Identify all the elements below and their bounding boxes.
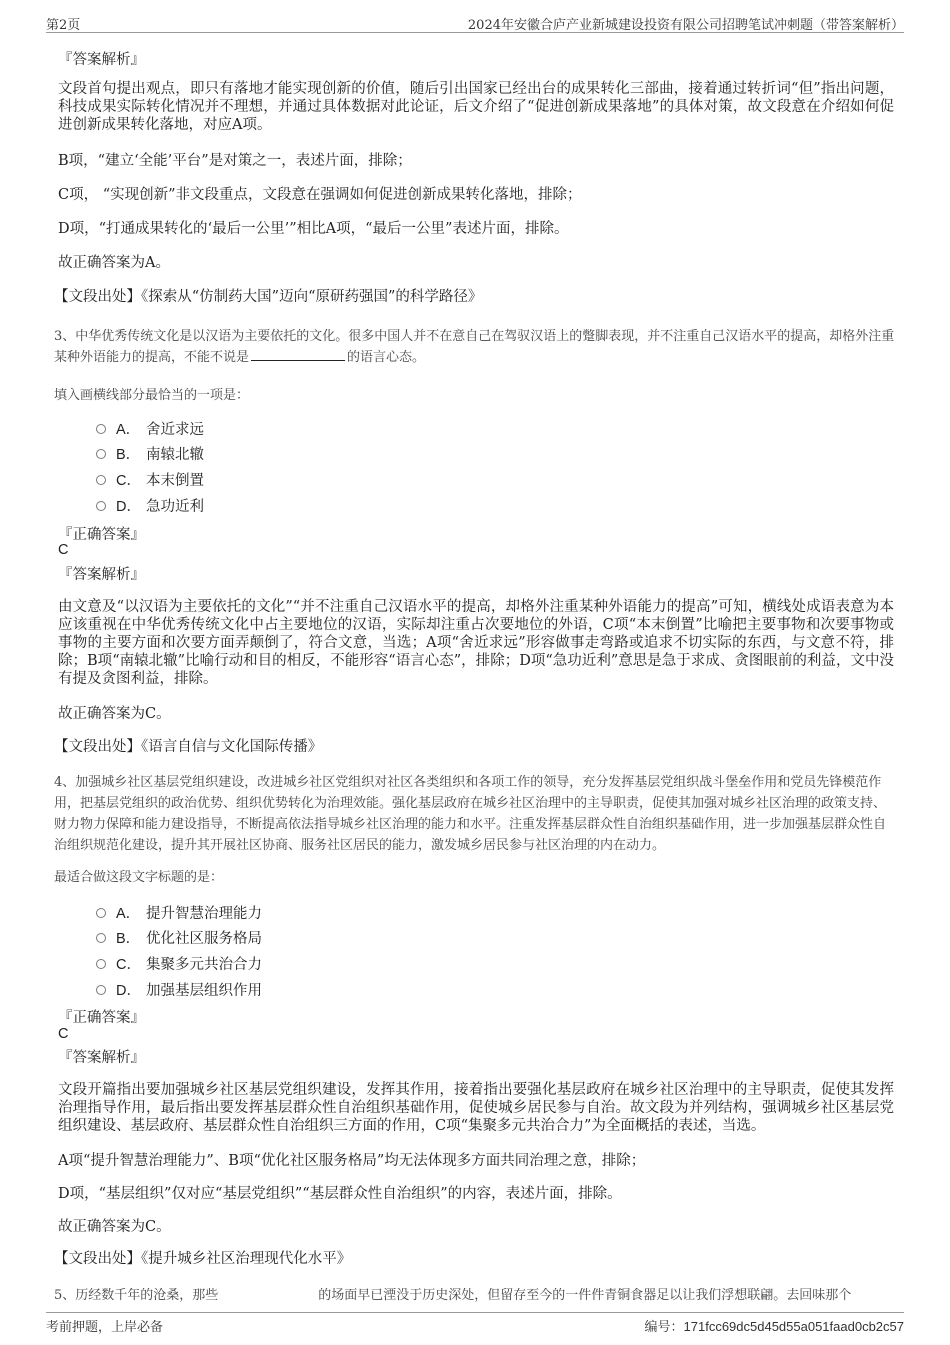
radio-button[interactable] xyxy=(96,933,106,943)
option-letter: C． xyxy=(116,957,141,973)
option-b[interactable] xyxy=(96,443,204,463)
correct-answer: C xyxy=(58,542,69,558)
option-d[interactable] xyxy=(96,495,204,515)
option-text: 优化社区服务格局 xyxy=(146,931,262,947)
analysis-paragraph: 文段开篇指出要加强城乡社区基层党组织建设，发挥其作用，接着指出要强化基层政府在城乡社区治理中的主导职责，促使其发挥治理指导作用，最后指出要发挥基层群众性自治组织基础作用，促使城乡居民参与自治。故文段为并列结构，强调城乡社区基层党组织建设、基层政府、基层群众性自治组织三方面的作用，C项“集聚多元共治合力”为全面概括的表述，当选。 xyxy=(58,1082,894,1134)
analysis-label: 『答案解析』 xyxy=(58,567,145,583)
option-b[interactable] xyxy=(96,927,262,947)
analysis-paragraph: D项，“基层组织”仅对应“基层党组织”“基层群众性自治组织”的内容，表述片面，排除。 xyxy=(58,1186,622,1202)
radio-button[interactable] xyxy=(96,985,106,995)
question-4-text: 4、加强城乡社区基层党组织建设，改进城乡社区党组织对社区各类组织和各项工作的领导，充分发挥基层党组织战斗堡垒作用和党员先锋模范作用，把基层党组织的政治优势、组织优势转化为治理效能。强化基层政府在城乡社区治理中的主导职责，促使其加强对城乡社区治理的政策支持、财力物力保障和能力建设指导，不断提高依法指导城乡社区治理的能力和水平。注重发挥基层群众性自治组织基础作用，进一步加强基层群众性自治组织规范化建设，提升其开展社区协商、服务社区居民的能力，激发城乡居民参与社区治理的内在动力。 xyxy=(54,775,887,853)
option-c[interactable] xyxy=(96,469,204,489)
page-number: 第2页 xyxy=(46,18,81,33)
option-text: 加强基层组织作用 xyxy=(146,983,262,999)
page-footer xyxy=(46,1312,904,1333)
question-prompt: 最适合做这段文字标题的是： xyxy=(54,870,224,885)
radio-button[interactable] xyxy=(96,449,106,459)
radio-button[interactable] xyxy=(96,908,106,918)
source-citation: 【文段出处】《探索从“仿制药大国”迈向“原研药强国”的科学路径》 xyxy=(54,289,483,305)
document-id: 编号：171fcc69dc5d45d55a051faad0cb2c57 xyxy=(644,1319,904,1334)
answer-blank xyxy=(251,348,345,361)
document-title: 2024年安徽合庐产业新城建设投资有限公司招聘笔试冲刺题（带答案解析） xyxy=(467,18,904,33)
radio-button[interactable] xyxy=(96,501,106,511)
option-text: 急功近利 xyxy=(146,499,204,515)
option-text: 集聚多元共治合力 xyxy=(146,957,262,973)
conclusion: 故正确答案为C。 xyxy=(58,706,171,722)
option-letter: D． xyxy=(116,499,141,515)
analysis-paragraph: C项， “实现创新”非文段重点，文段意在强调如何促进创新成果转化落地，排除； xyxy=(58,187,582,203)
correct-answer: C xyxy=(58,1026,69,1042)
conclusion: 故正确答案为C。 xyxy=(58,1219,171,1235)
option-text: 南辕北辙 xyxy=(146,447,204,463)
question-3-text xyxy=(54,326,896,368)
option-c[interactable] xyxy=(96,953,262,973)
analysis-paragraph: D项，“打通成果转化的‘最后一公里’”相比A项，“最后一公里”表述片面，排除。 xyxy=(58,221,569,237)
option-letter: B． xyxy=(116,447,141,463)
option-text: 舍近求远 xyxy=(146,422,204,438)
option-letter: C． xyxy=(116,473,141,489)
source-citation: 【文段出处】《提升城乡社区治理现代化水平》 xyxy=(54,1251,352,1267)
analysis-paragraph: B项，“建立‘全能’平台”是对策之一，表述片面，排除； xyxy=(58,153,412,169)
option-letter: D． xyxy=(116,983,141,999)
analysis-label: 『答案解析』 xyxy=(58,52,145,68)
question-text-part: 3、中华优秀传统文化是以汉语为主要依托的文化。很多中国人并不在意自己在驾驭汉语上的蹩脚表现，并不注重自己汉语水平的提高，却格外注重某种外语能力的提高，不能不说是 xyxy=(54,329,895,365)
source-citation: 【文段出处】《语言自信与文化国际传播》 xyxy=(54,739,323,755)
option-text: 提升智慧治理能力 xyxy=(146,906,262,922)
option-a[interactable] xyxy=(96,902,262,922)
conclusion: 故正确答案为A。 xyxy=(58,255,170,271)
question-prompt: 填入画横线部分最恰当的一项是： xyxy=(54,388,250,403)
radio-button[interactable] xyxy=(96,475,106,485)
analysis-paragraph: 文段首句提出观点，即只有落地才能实现创新的价值，随后引出国家已经出台的成果转化三部曲，接着通过转折词“但”指出问题，科技成果实际转化情况并不理想，并通过具体数据对此论证，后文介绍了“促进创新成果落地”的具体对策，故文段意在介绍如何促进创新成果转化落地，对应A项。 xyxy=(58,81,894,133)
option-letter: A． xyxy=(116,422,141,438)
option-letter: A． xyxy=(116,906,141,922)
analysis-paragraph: A项“提升智慧治理能力”、B项“优化社区服务格局”均无法体现多方面共同治理之意，排除； xyxy=(58,1153,646,1169)
footer-slogan: 考前押题，上岸必备 xyxy=(46,1320,164,1335)
correct-answer-label: 『正确答案』 xyxy=(58,527,145,543)
page-header xyxy=(46,10,904,33)
option-text: 本末倒置 xyxy=(146,473,204,489)
radio-button[interactable] xyxy=(96,424,106,434)
question-text-part: 5、历经数千年的沧桑，那些 xyxy=(54,1288,219,1303)
question-text-part: 的场面早已湮没于历史深处，但留存至今的一件件青铜食器足以让我们浮想联翩。去回味那个 xyxy=(318,1288,852,1303)
analysis-label: 『答案解析』 xyxy=(58,1050,145,1066)
correct-answer-label: 『正确答案』 xyxy=(58,1010,145,1026)
option-a[interactable] xyxy=(96,418,204,438)
option-d[interactable] xyxy=(96,979,262,999)
question-text-part: 的语言心态。 xyxy=(347,350,426,365)
option-letter: B． xyxy=(116,931,141,947)
question-5-text-partial xyxy=(54,1288,896,1304)
radio-button[interactable] xyxy=(96,959,106,969)
analysis-paragraph: 由文意及“以汉语为主要依托的文化”“并不注重自己汉语水平的提高，却格外注重某种外语能力的提高”可知，横线处成语表意为本应该重视在中华优秀传统文化中占主要地位的汉语，实际却注重占次要地位的外语，C项“本末倒置”比喻把主要事物和次要事物或事物的主要方面和次要方面弄颠倒了，符合文意，当选；A项“舍近求远”形容做事走弯路或追求不切实际的东西，与文意不符，排除；B项“南辕北辙”比喻行动和目的相反，不能形容“语言心态”，排除；D项“急功近利”意思是急于求成、贪图眼前的利益，文中没有提及贪图利益，排除。 xyxy=(58,599,894,687)
